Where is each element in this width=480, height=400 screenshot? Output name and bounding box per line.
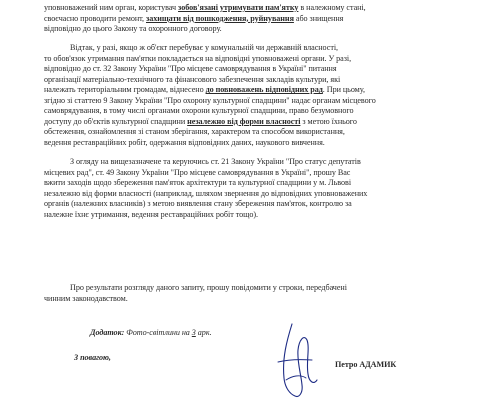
para1-line1 [44, 3, 452, 14]
attachment-text: Фото-світлини на [124, 328, 192, 337]
underlined-run: до повноважень відповідних рад [205, 85, 323, 94]
closing-regards: З повагою, [74, 353, 111, 362]
attachment-line [90, 328, 212, 339]
underlined-run: незалежно від форми власності [187, 116, 301, 126]
underlined-run: зобов'язані утримувати пам'ятку [178, 3, 299, 12]
para3-line1: З огляду на вищезазначене та керуючись ст. 21 Закону України "Про статус депутатів [70, 157, 361, 166]
para3-line5: органів (належних власників) з метою виявлення стану збереження пам'яток, контролю за [44, 199, 352, 208]
para3-line4: незалежно від форми власності (наприклад, шляхом звернення до відповідних уповноважених [44, 188, 368, 198]
para2-line4: організації матеріально-технічного та фінансового забезпечення закладів культури, які [44, 74, 341, 84]
attachment-text: арк. [195, 328, 212, 337]
para4-line1: Про результати розгляду даного запиту, прошу повідомити у строки, передбачені [70, 283, 347, 292]
text-run: належать територіальним громадам, віднесено [44, 85, 206, 94]
text-run: доступу до об'єктів культурної спадщини [44, 116, 188, 126]
para4-line2: чинним законодавством. [44, 293, 128, 303]
para2-line7: самоврядування, в тому числі органами охорони культурної спадщини, право безумовного [44, 106, 354, 115]
para2-line9: обстеження, ознайомлення зі станом зберігання, характером та способом використання, [44, 127, 345, 136]
attachment-label: Додаток: [90, 328, 125, 337]
underlined-run: захищати від пошкодження, руйнування [146, 13, 294, 23]
para2-line1: Відтак, у разі, якщо ж об'єкт перебуває у комунальній чи державній власності, [70, 43, 339, 52]
text-run: своєчасно проводити ремонт, [44, 13, 146, 23]
text-run: або знищення [293, 13, 344, 23]
para1-line3: відповідно до цього Закону та охоронного договору. [44, 24, 222, 33]
para2-line2: то обов'язок утримання пам'ятки покладається на відповідні уповноважені органи. У разі, [44, 53, 352, 63]
signature-image [262, 322, 332, 400]
para1-line2 [44, 14, 343, 25]
text-run: в належному стані, [298, 3, 366, 12]
para3-line6: належне їхнє утримання, ведення реставраційних робіт тощо). [44, 209, 258, 219]
para2-line5 [44, 85, 365, 96]
para3-line3: вжити заходів щодо збереження пам'яток архітектури та культурної спадщини у м. Львові [44, 178, 352, 187]
para3-line2: місцевих рад", ст. 49 Закону України "Про місцеве самоврядування в Україні", прошу Вас [44, 167, 351, 177]
para2-line6: згідно зі статтею 9 Закону України "Про охорону культурної спадщини" надає органам місцевого [44, 95, 376, 105]
signatory-name: Петро АДАМИК [335, 360, 397, 369]
para2-line8 [44, 117, 357, 128]
para2-line3: відповідно до ст. 32 Закону України "Про місцеве самоврядування в Україні" питання [44, 64, 337, 73]
para2-line10: ведення реставраційних робіт, одержання відповідних даних, наукового вивчення. [44, 137, 325, 147]
text-run: з метою їхнього [300, 116, 357, 126]
attachment-count: 3 [191, 328, 196, 337]
text-run: . При цьому, [322, 85, 365, 94]
text-run: уповноважений ним орган, користувач [44, 3, 179, 12]
